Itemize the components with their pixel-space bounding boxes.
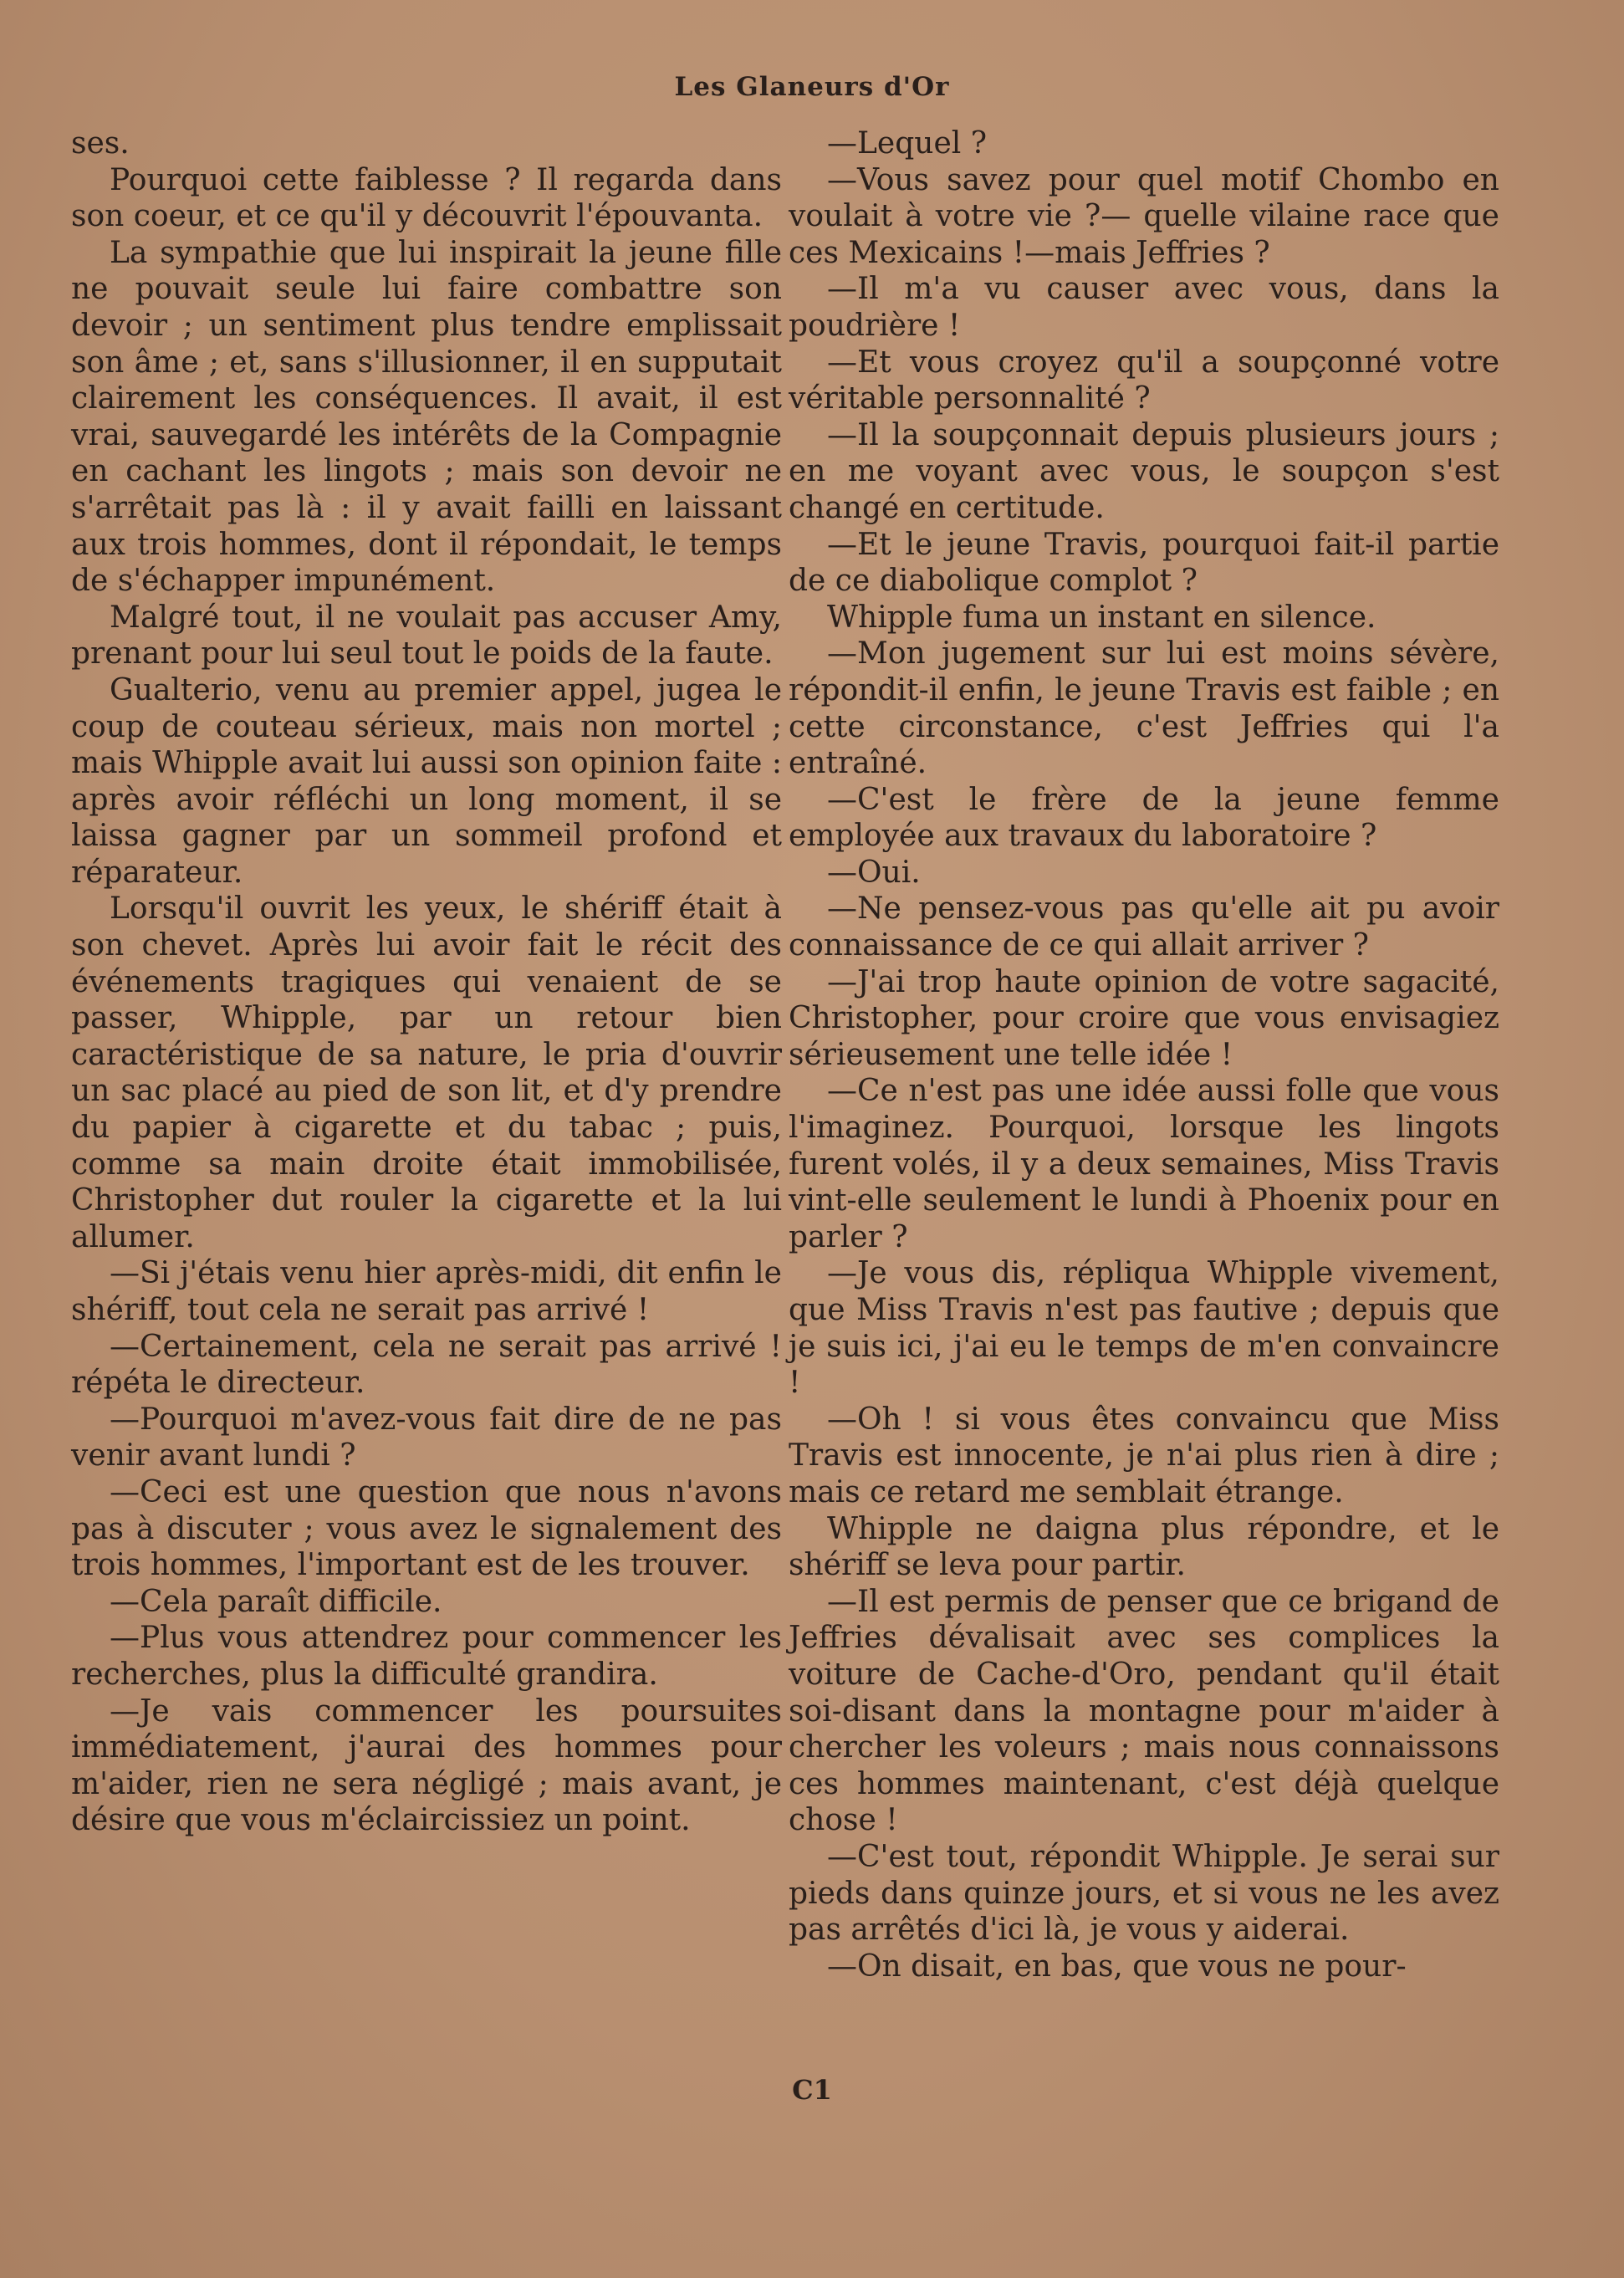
paragraph: —Ceci est une question que nous n'avons pas à discuter ; vous avez le signalement des trois hommes, l'important est de les trouver. — [71, 1474, 782, 1583]
paragraph: Gualterio, venu au premier appel, jugea le coup de couteau sérieux, mais non mortel ; mais Whipple avait lui aussi son opinion faite : après avoir réfléchi un long moment, il se laissa gagner par un sommeil profond et réparateur. — [71, 672, 782, 890]
paragraph: —On disait, en bas, que vous ne pour- — [827, 1949, 1407, 1984]
paragraph: —Je vous dis, répliqua Whipple vivement, que Miss Travis n'est pas fautive ; depuis que je suis ici, j'ai eu le temps de m'en convaincre ! — [789, 1256, 1499, 1401]
paragraph: —Si j'étais venu hier après-midi, dit enfin le shériff, tout cela ne serait pas arrivé ! — [71, 1256, 782, 1327]
running-header: Les Glaneurs d'Or — [674, 72, 950, 102]
paragraph: —Ce n'est pas une idée aussi folle que vous l'imaginez. Pourquoi, lorsque les lingots furent volés, il y a deux semaines, Miss Travis vint-elle seulement le lundi à Phoenix pour en parler ? — [789, 1074, 1499, 1254]
paragraph: —Lequel ? — [827, 126, 988, 161]
paragraph: Malgré tout, il ne voulait pas accuser Amy, prenant pour lui seul tout le poids de la faute. — [71, 600, 782, 672]
paragraph: —Pourquoi m'avez-vous fait dire de ne pas venir avant lundi ? — [71, 1402, 782, 1474]
paragraph: —Certainement, cela ne serait pas arrivé ! répéta le directeur. — [71, 1329, 782, 1401]
paragraph: —Je vais commencer les poursuites immédiatement, j'aurai des hommes pour m'aider, rien ne sera négligé ; mais avant, je désire que vous m'éclaircissiez un point. — [71, 1693, 782, 1838]
paragraph: —Il est permis de penser que ce brigand de Jeffries dévalisait avec ses complices la voiture de Cache-d'Oro, pendant qu'il était soi-disant dans la montagne pour m'aider à chercher les voleurs ; mais nous connaissons ces hommes maintenant, c'est déjà quelque chose ! — [789, 1584, 1499, 1838]
paragraph: Whipple ne daigna plus répondre, et le shériff se leva pour partir. — [789, 1511, 1499, 1583]
paragraph: —Cela paraît difficile. — [110, 1584, 442, 1619]
paragraph: ses. — [71, 126, 130, 161]
left-column — [71, 125, 782, 1839]
paragraph: —Il m'a vu causer avec vous, dans la poudrière ! — [789, 272, 1499, 343]
paragraph: La sympathie que lui inspirait la jeune fille ne pouvait seule lui faire combattre son devoir ; un sentiment plus tendre emplissait son âme ; et, sans s'illusionner, il en supputait clairement les conséquences. Il avait, il est vrai, sauvegardé les intérêts de la Compagnie en cachant les lingots ; mais son devoir ne s'arrêtait pas là : il y avait failli en laissant aux trois hommes, dont il répondait, le temps de s'échapper impunément. — [71, 235, 782, 599]
paragraph: —Oh ! si vous êtes convaincu que Miss Travis est innocente, je n'ai plus rien à dire ; mais ce retard me semblait étrange. — [789, 1402, 1499, 1509]
paragraph: —J'ai trop haute opinion de votre sagacité, Christopher, pour croire que vous envisagiez sérieusement une telle idée ! — [789, 964, 1499, 1072]
page-number: C1 — [792, 2074, 832, 2106]
paragraph: —Vous savez pour quel motif Chombo en voulait à votre vie ?— quelle vilaine race que ces Mexicains !—mais Jeffries ? — [789, 162, 1499, 270]
paragraph: —Il la soupçonnait depuis plusieurs jours ; en me voyant avec vous, le soupçon s'est changé en certitude. — [789, 417, 1499, 525]
paragraph: —Plus vous attendrez pour commencer les recherches, plus la difficulté grandira. — [71, 1621, 782, 1692]
paragraph: —C'est tout, répondit Whipple. Je serai sur pieds dans quinze jours, et si vous ne les avez pas arrêtés d'ici là, je vous y aiderai. — [789, 1839, 1499, 1948]
paragraph: —Oui. — [827, 855, 921, 890]
paragraph: —C'est le frère de la jeune femme employée aux travaux du laboratoire ? — [789, 782, 1499, 854]
paragraph: —Et le jeune Travis, pourquoi fait-il partie de ce diabolique complot ? — [789, 527, 1499, 599]
paragraph: Whipple fuma un instant en silence. — [827, 600, 1376, 635]
paragraph: Lorsqu'il ouvrit les yeux, le shériff était à son chevet. Après lui avoir fait le récit des événements tragiques qui venaient de se passer, Whipple, par un retour bien caractéristique de sa nature, le pria d'ouvrir un sac placé au pied de son lit, et d'y prendre du papier à cigarette et du tabac ; puis, comme sa main droite était immobilisée, Christopher dut rouler la cigarette et la lui allumer. — [71, 891, 782, 1254]
right-column — [789, 125, 1499, 1984]
paragraph: —Et vous croyez qu'il a soupçonné votre véritable personnalité ? — [789, 345, 1499, 416]
paragraph: Pourquoi cette faiblesse ? Il regarda dans son coeur, et ce qu'il y découvrit l'épouvanta. — [71, 162, 782, 234]
paragraph: —Mon jugement sur lui est moins sévère, répondit-il enfin, le jeune Travis est faible ; en cette circonstance, c'est Jeffries qui l'a entraîné. — [789, 636, 1499, 781]
paragraph: —Ne pensez-vous pas qu'elle ait pu avoir connaissance de ce qui allait arriver ? — [789, 891, 1499, 963]
